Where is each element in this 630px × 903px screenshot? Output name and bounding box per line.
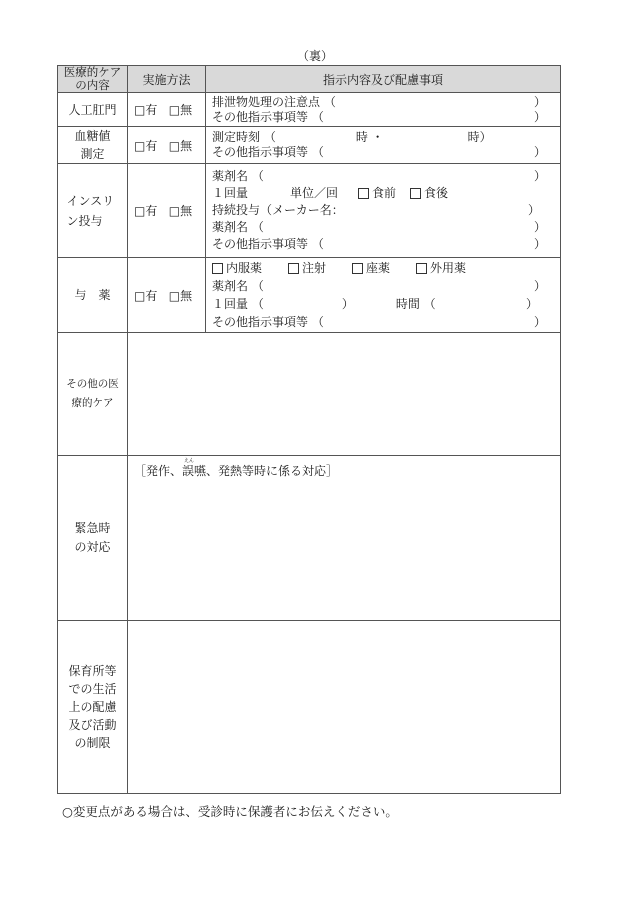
row-stoma-label: 人工肛門 <box>58 93 128 127</box>
before-meal-checkbox[interactable] <box>358 188 369 199</box>
aspiration-word: 誤嚥 えん <box>182 458 207 478</box>
row-other-care <box>58 333 561 456</box>
med-drug-name: 薬剤名 （ <box>212 278 264 293</box>
row-other-care-label: その他の医療的ケア <box>58 333 128 456</box>
stoma-other-note: その他指示事項等 （ <box>212 109 324 124</box>
row-emergency-label: 緊急時の対応 <box>58 456 128 621</box>
page-label: （裏） <box>296 49 333 63</box>
row-glucose-method[interactable] <box>128 127 206 164</box>
row-medication-label: 与 薬 <box>58 258 128 333</box>
insulin-dose-label: １回量 <box>212 186 249 200</box>
header-instructions: 指示内容及び配慮事項 <box>206 66 561 93</box>
med-other-note: その他指示事項等 （ <box>212 314 324 329</box>
row-glucose <box>58 127 561 164</box>
other-care-field[interactable] <box>128 333 561 456</box>
insulin-continuous-label: 持続投与（メーカー名： <box>212 203 344 217</box>
stoma-waste-note: 排泄物処理の注意点 （ <box>212 94 336 109</box>
insulin-other-note: その他指示事項等 （ <box>212 237 324 251</box>
no-checkbox[interactable]: □無 <box>168 288 193 303</box>
topical-checkbox[interactable] <box>416 263 427 274</box>
insulin-drug-name: 薬剤名 （ <box>212 169 264 183</box>
row-insulin-label: インスリン投与 <box>58 164 128 258</box>
no-checkbox[interactable]: □無 <box>168 103 193 117</box>
row-emergency <box>58 456 561 621</box>
row-stoma-method[interactable] <box>128 93 206 127</box>
yes-checkbox[interactable]: □有 <box>134 103 158 117</box>
header-row <box>58 66 561 93</box>
injection-checkbox[interactable] <box>288 263 299 274</box>
row-medication <box>58 258 561 333</box>
no-checkbox[interactable]: □無 <box>168 204 193 218</box>
oral-checkbox[interactable] <box>212 263 223 274</box>
header-method: 実施方法 <box>128 66 206 93</box>
row-glucose-instructions[interactable]: 測定時刻 （ 時 ・ 時） その他指示事項等 （ ） <box>206 127 561 164</box>
row-glucose-label: 血糖値測定 <box>58 127 128 164</box>
suppository-checkbox[interactable] <box>352 263 363 274</box>
yes-checkbox[interactable]: □有 <box>134 288 158 303</box>
row-insulin <box>58 164 561 258</box>
emergency-field[interactable] <box>128 456 561 621</box>
yes-checkbox[interactable]: □有 <box>134 138 158 153</box>
daycare-field[interactable] <box>128 621 561 794</box>
footer-note: ○変更点がある場合は、受診時に保護者にお伝えください。 <box>62 804 398 819</box>
after-meal-checkbox[interactable] <box>410 188 421 199</box>
row-stoma <box>58 93 561 127</box>
row-insulin-instructions[interactable]: 薬剤名 （ ） １回量 単位／回 食前 食後 持続投与（メーカー名： ） 薬剤名 （ ） その他指示事項等 （ ） <box>206 164 561 258</box>
glucose-other-note: その他指示事項等 （ <box>212 145 324 159</box>
row-daycare-label: 保育所等での生活上の配慮及び活動の制限 <box>58 621 128 794</box>
med-dose-label: １回量 （ <box>212 296 264 311</box>
row-medication-instructions[interactable]: 内服薬 注射 座薬 外用薬 薬剤名 （ ） １回量 （ ） 時間 （ ） その他指示事項等 （ ） <box>206 258 561 333</box>
row-stoma-instructions[interactable]: 排泄物処理の注意点 （ ） その他指示事項等 （ ） <box>206 93 561 127</box>
no-checkbox[interactable]: □無 <box>168 138 193 153</box>
glucose-time-label: 測定時刻 （ <box>212 130 276 144</box>
header-care-content: 医療的ケアの内容 <box>58 66 128 93</box>
medical-care-form-table <box>57 65 561 794</box>
row-medication-method[interactable] <box>128 258 206 333</box>
emergency-text-b: 、発熱等時に係る対応］ <box>206 464 339 478</box>
row-daycare <box>58 621 561 794</box>
insulin-drug-name-2: 薬剤名 （ <box>212 220 264 234</box>
emergency-text-a: ［発作、 <box>134 464 183 478</box>
row-insulin-method[interactable] <box>128 164 206 258</box>
yes-checkbox[interactable]: □有 <box>134 204 158 218</box>
